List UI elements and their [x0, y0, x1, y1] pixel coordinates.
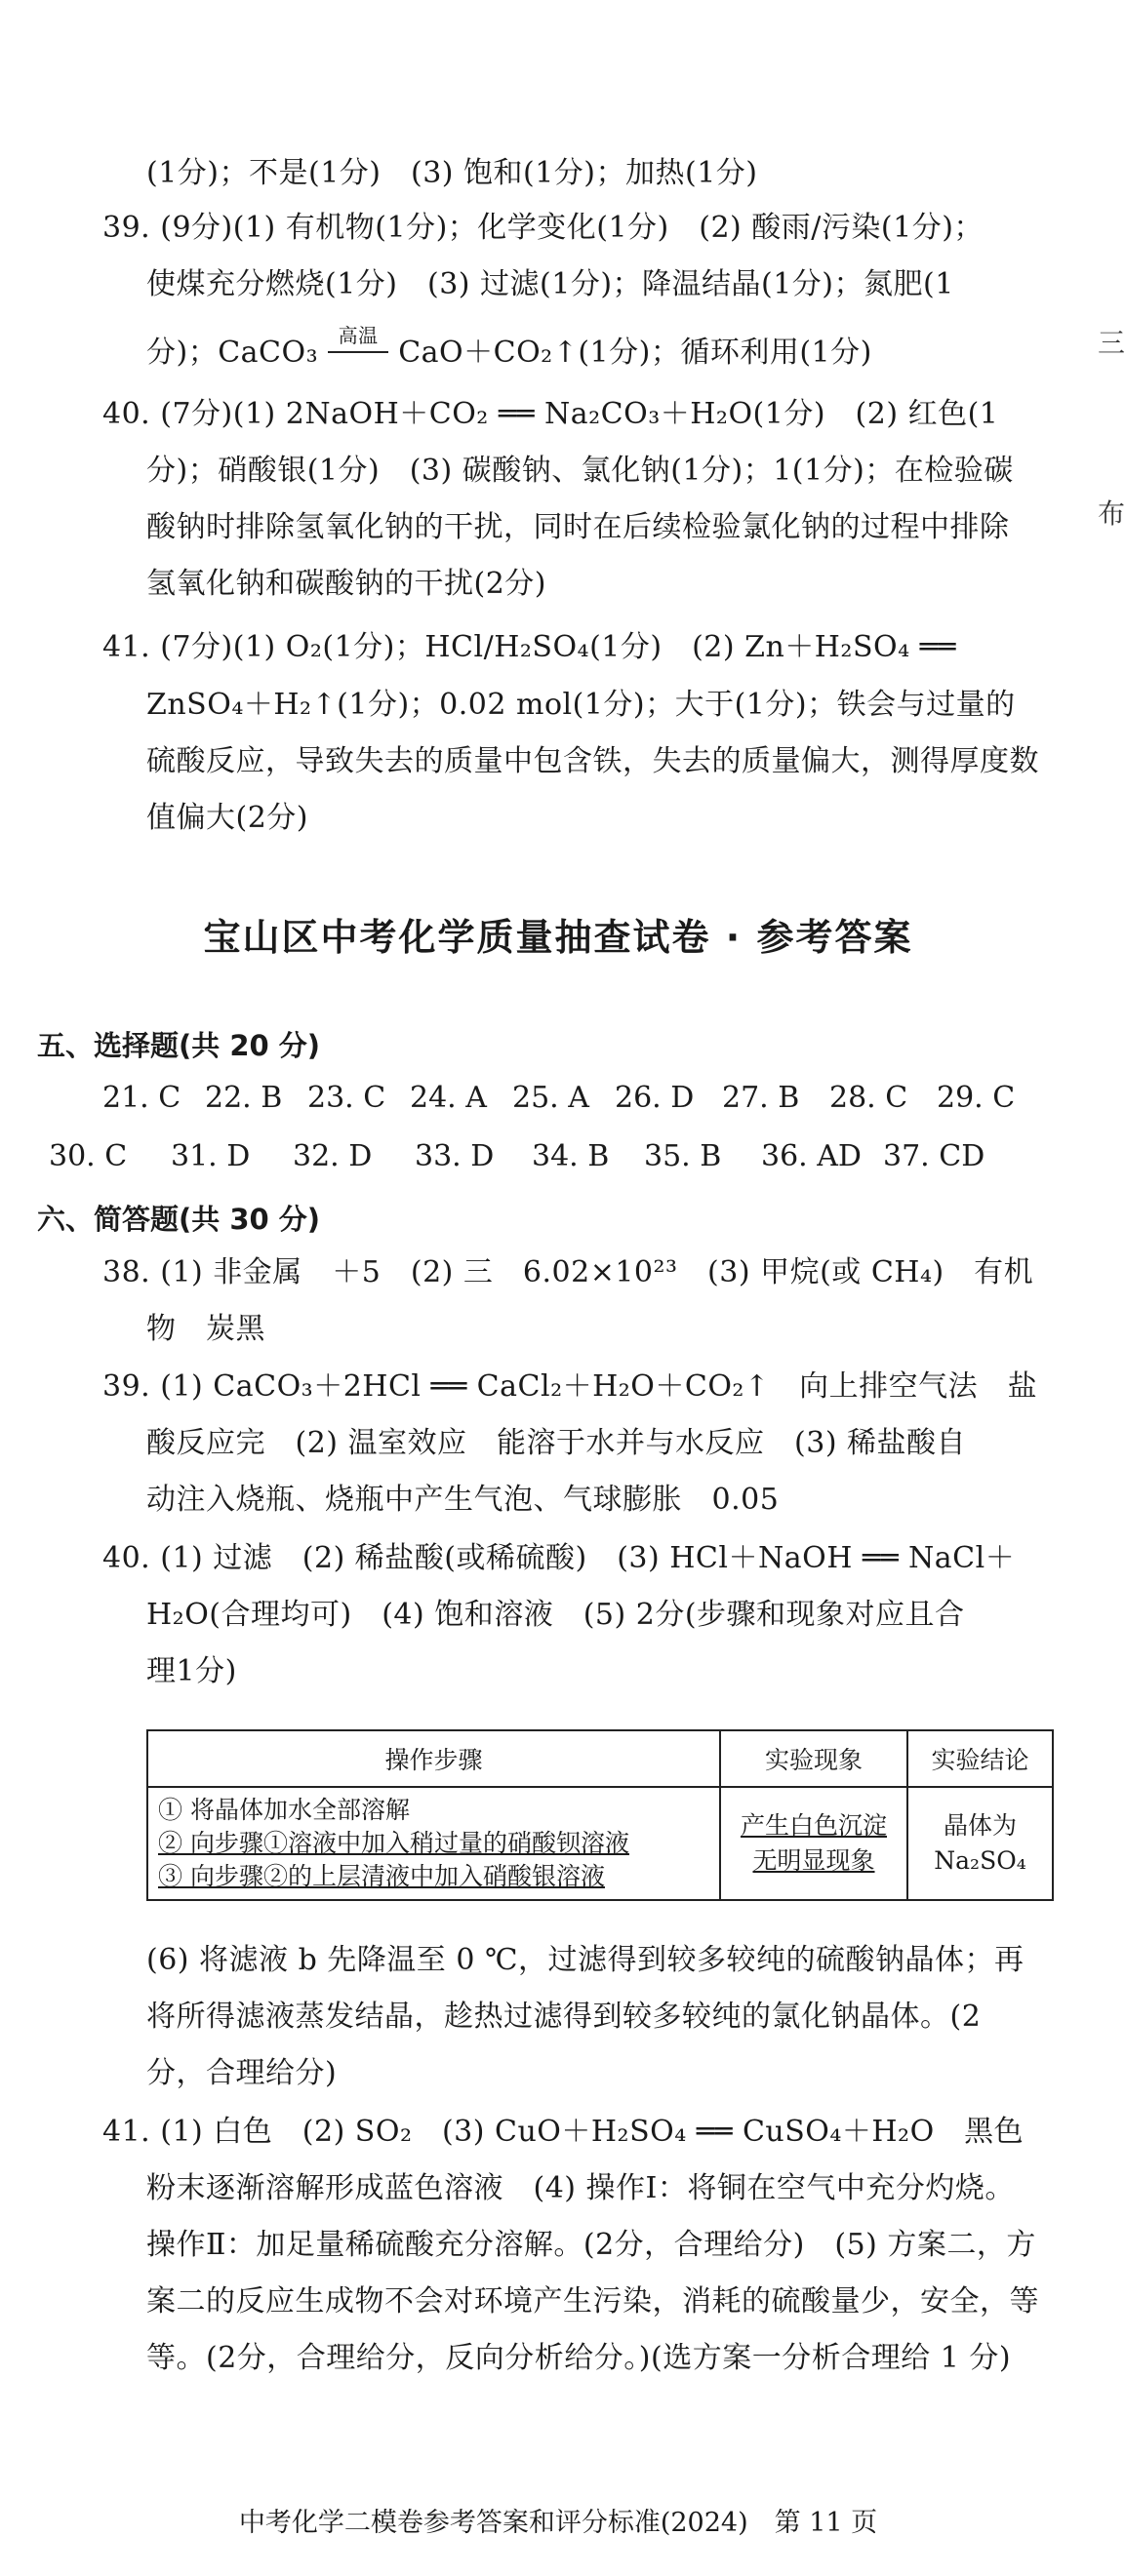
edge-fragment: 布	[1098, 497, 1125, 530]
conclusion-text: 晶体为	[943, 1811, 1017, 1840]
section-heading-choice: 五、选择题(共 20 分)	[37, 1029, 321, 1062]
choice-answer: 24. A	[410, 1081, 487, 1115]
choice-answer: 30. C	[49, 1139, 128, 1173]
answer-line: 操作Ⅱ：加足量稀硫酸充分溶解。(2分，合理给分) (5) 方案二，方	[146, 2228, 1036, 2262]
header-phenomena: 实验现象	[720, 1730, 907, 1787]
answer-line: ZnSO₄＋H₂↑(1分)；0.02 mol(1分)；大于(1分)；铁会与过量的	[146, 688, 1016, 722]
condition-label: 高温	[338, 324, 379, 347]
choice-answer: 22. B	[205, 1081, 283, 1115]
step-item: ② 向步骤①溶液中加入稍过量的硝酸钡溶液	[158, 1829, 629, 1857]
conclusion-cell	[907, 1787, 1053, 1900]
edge-fragment: 三	[1098, 327, 1125, 359]
prev-answer-line: (1分)；不是(1分) (3) 饱和(1分)；加热(1分)	[146, 156, 758, 190]
choice-answer: 28. C	[829, 1081, 908, 1115]
choice-answer: 36. AD	[761, 1139, 862, 1173]
answer-line: H₂O(合理均可) (4) 饱和溶液 (5) 2分(步骤和现象对应且合	[146, 1598, 965, 1632]
header-conclusion: 实验结论	[907, 1730, 1053, 1787]
answer-line: 39. (9分)(1) 有机物(1分)；化学变化(1分) (2) 酸雨/污染(1分)；	[102, 211, 984, 245]
header-steps: 操作步骤	[147, 1730, 720, 1787]
answer-line: 等。(2分，合理给分，反向分析给分。)(选方案一分析合理给 1 分)	[146, 2341, 1012, 2375]
phenomenon: 产生白色沉淀	[740, 1811, 887, 1840]
answer-line: 值偏大(2分)	[146, 801, 308, 835]
choice-answer: 31. D	[171, 1139, 251, 1173]
answer-line: 将所得滤液蒸发结晶，趁热过滤得到较多较纯的氯化钠晶体。(2	[146, 2000, 982, 2034]
formula-part: CaO＋CO₂↑(1分)；循环利用(1分)	[388, 336, 872, 370]
choice-answer: 34. B	[532, 1139, 610, 1173]
choice-answer: 37. CD	[883, 1139, 985, 1173]
choice-answer: 33. D	[415, 1139, 495, 1173]
choice-answer: 23. C	[307, 1081, 386, 1115]
choice-answer: 35. B	[644, 1139, 722, 1173]
answer-line	[146, 324, 872, 373]
answer-line: 酸反应完 (2) 温室效应 能溶于水并与水反应 (3) 稀盐酸自	[146, 1426, 967, 1460]
answer-line: 氢氧化钠和碳酸钠的干扰(2分)	[146, 567, 546, 601]
answer-line: 38. (1) 非金属 ＋5 (2) 三 6.02×10²³ (3) 甲烷(或 CH₄) 有机	[102, 1255, 1034, 1289]
answer-line: 41. (7分)(1) O₂(1分)；HCl/H₂SO₄(1分) (2) Zn＋H₂SO₄ ══	[102, 630, 956, 664]
answer-line: 39. (1) CaCO₃＋2HCl ══ CaCl₂＋H₂O＋CO₂↑ 向上排空气法 盐	[102, 1369, 1038, 1404]
answer-line: 物 炭黑	[146, 1312, 265, 1346]
formula-part: 分)；CaCO₃	[146, 336, 329, 370]
answer-line: 使煤充分燃烧(1分) (3) 过滤(1分)；降温结晶(1分)；氮肥(1	[146, 267, 954, 301]
choice-answer: 29. C	[937, 1081, 1016, 1115]
answer-line: 分，合理给分)	[146, 2056, 338, 2090]
answer-line: 酸钠时排除氢氧化钠的干扰，同时在后续检验氯化钠的过程中排除	[146, 510, 1010, 544]
step-item: ③ 向步骤②的上层清液中加入硝酸银溶液	[158, 1862, 605, 1890]
choice-answer: 21. C	[102, 1081, 181, 1115]
answer-line: 粉末逐渐溶解形成蓝色溶液 (4) 操作Ⅰ：将铜在空气中充分灼烧。	[146, 2171, 1015, 2205]
choice-answer: 32. D	[293, 1139, 373, 1173]
answer-line: 40. (1) 过滤 (2) 稀盐酸(或稀硫酸) (3) HCl＋NaOH ══ NaCl＋	[102, 1541, 1016, 1575]
section-heading-short-answer: 六、简答题(共 30 分)	[37, 1203, 321, 1236]
answer-line: 硫酸反应，导致失去的质量中包含铁，失去的质量偏大，测得厚度数	[146, 744, 1039, 778]
experiment-table	[146, 1729, 1054, 1901]
page-footer: 中考化学二模卷参考答案和评分标准(2024) 第 11 页	[238, 2508, 878, 2538]
phenomenon: 无明显现象	[752, 1846, 875, 1875]
steps-cell	[147, 1787, 720, 1900]
step-item: ① 将晶体加水全部溶解	[158, 1796, 410, 1824]
answer-line: 动注入烧瓶、烧瓶中产生气泡、气球膨胀 0.05	[146, 1483, 780, 1517]
table-header-row	[147, 1730, 1053, 1787]
answer-line: 理1分)	[146, 1654, 237, 1688]
table-row	[147, 1787, 1053, 1900]
phenomena-cell	[720, 1787, 907, 1900]
reaction-condition	[328, 324, 388, 373]
answer-line: 案二的反应生成物不会对环境产生污染，消耗的硫酸量少，安全，等	[146, 2284, 1039, 2318]
choice-answer: 25. A	[512, 1081, 589, 1115]
answer-line: (6) 将滤液 b 先降温至 0 ℃，过滤得到较多较纯的硫酸钠晶体；再	[146, 1943, 1025, 1977]
conclusion-text: Na₂SO₄	[934, 1846, 1026, 1875]
choice-answer: 27. B	[722, 1081, 800, 1115]
choice-answer: 26. D	[615, 1081, 695, 1115]
page-title: 宝山区中考化学质量抽查试卷 · 参考答案	[203, 916, 913, 959]
answer-line: 40. (7分)(1) 2NaOH＋CO₂ ══ Na₂CO₃＋H₂O(1分) (2) 红色(1	[102, 397, 999, 431]
answer-line: 分)；硝酸银(1分) (3) 碳酸钠、氯化钠(1分)；1(1分)；在检验碳	[146, 454, 1014, 488]
answer-line: 41. (1) 白色 (2) SO₂ (3) CuO＋H₂SO₄ ══ CuSO₄＋H₂O 黑色	[102, 2115, 1025, 2149]
